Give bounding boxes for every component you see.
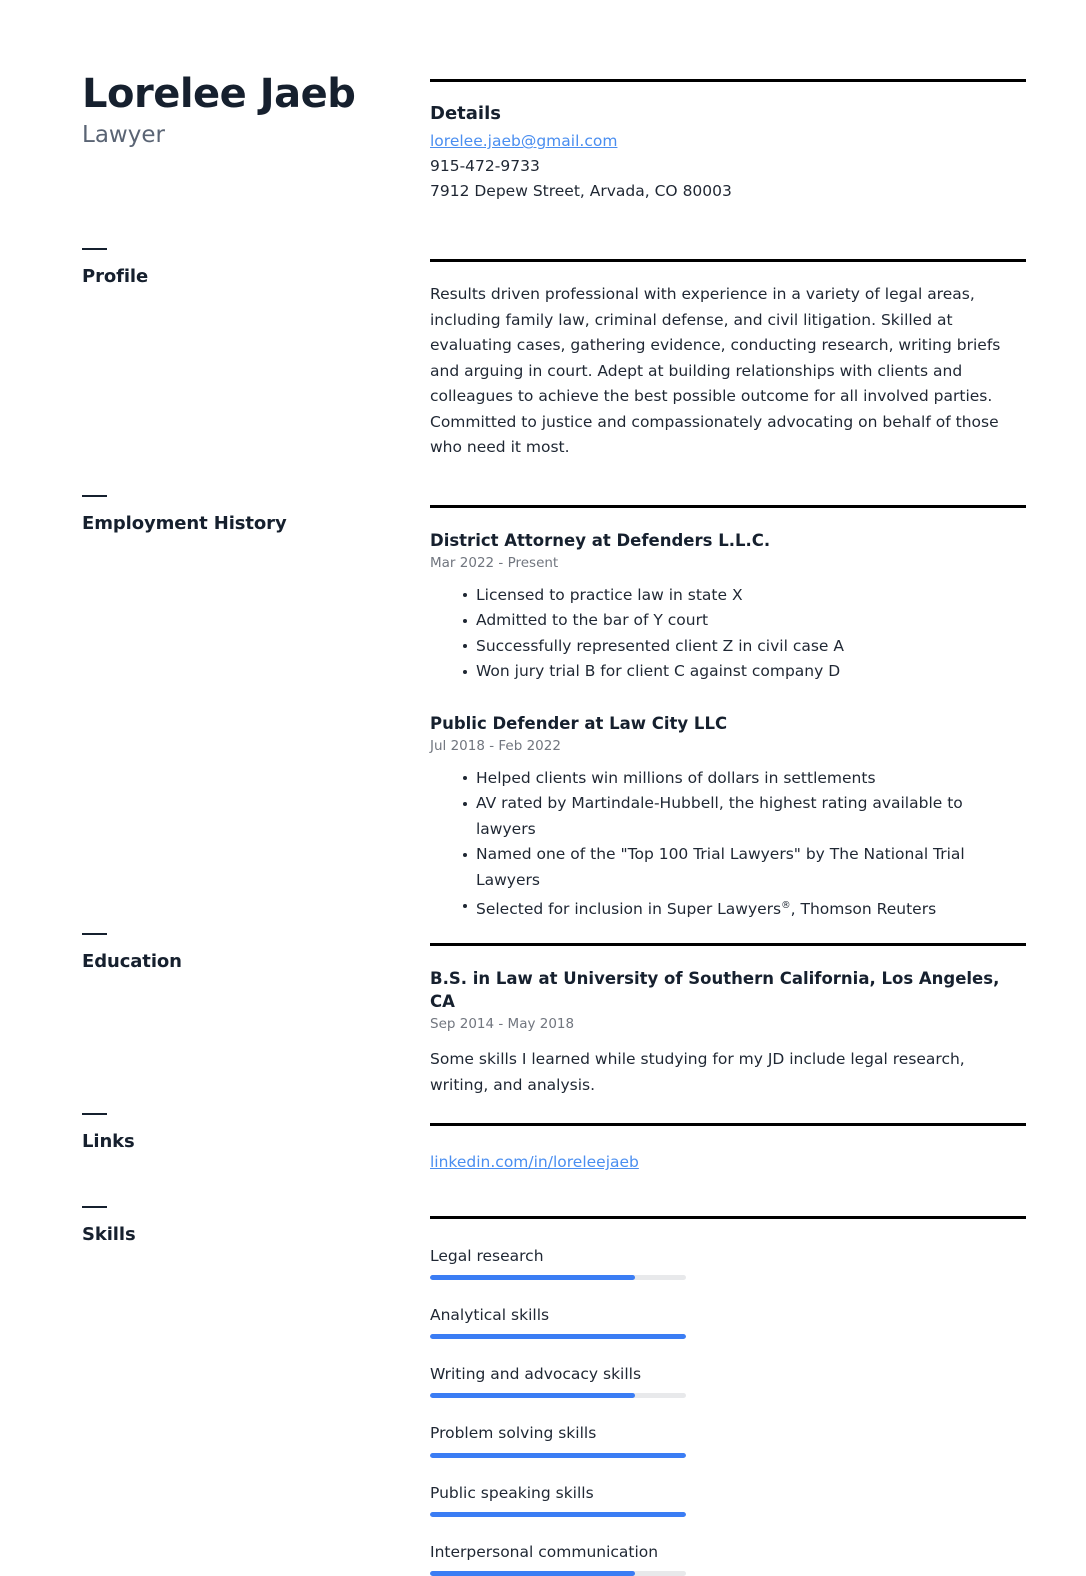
employment-date-range: Mar 2022 - Present	[430, 555, 559, 572]
skill-level-fill	[430, 1453, 686, 1458]
skill-name: Analytical skills	[430, 1306, 550, 1325]
details-email-row	[430, 129, 1026, 154]
education-block	[430, 943, 1026, 1098]
employment-date-range: Jul 2018 - Feb 2022	[430, 738, 561, 755]
list-item: Admitted to the bar of Y court	[464, 608, 1026, 634]
education-entry	[430, 967, 1026, 1098]
skill-row	[430, 1423, 686, 1457]
employment-job-title: District Attorney at Defenders L.L.C.	[430, 531, 771, 550]
page-title: Lorelee Jaeb	[82, 71, 356, 117]
education-description: Some skills I learned while studying for my JD include legal research, writing, and analysis.	[430, 1050, 965, 1094]
skill-name: Writing and advocacy skills	[430, 1365, 642, 1384]
label-dash-icon	[82, 1113, 107, 1115]
details-phone: 915-472-9733	[430, 157, 540, 176]
section-label-text: Skills	[82, 1224, 136, 1245]
employment-entry	[430, 529, 1026, 685]
registered-trademark-icon: ®	[781, 900, 791, 912]
skill-name: Legal research	[430, 1247, 544, 1265]
skill-row	[430, 1246, 686, 1280]
details-block	[430, 79, 1026, 204]
section-label-text: Employment History	[82, 513, 287, 534]
linkedin-link[interactable]: linkedin.com/in/loreleejaeb	[430, 1153, 639, 1171]
profile-block	[430, 259, 1026, 461]
skill-level-track	[430, 1334, 686, 1339]
section-label-links	[82, 1113, 382, 1154]
skill-row	[430, 1364, 686, 1398]
list-item: Successfully represented client Z in civil case A	[464, 634, 1026, 660]
employment-bullet-list	[430, 583, 1026, 685]
profile-text: Results driven professional with experience in a variety of legal areas, including family law, criminal defense, and civil litigation. Skilled at evaluating cases, gathering evidence, conducting research, writing briefs and arguing in court. Adept at building relationships with clients and colleagues to achieve the best possible outcome for all involved parties. Committed to justice and compassionately advocating on behalf of those who need it most.	[430, 285, 1001, 456]
section-label-text: Education	[82, 951, 182, 972]
skill-name: Problem solving skills	[430, 1424, 597, 1443]
skill-level-track	[430, 1393, 686, 1398]
section-label-education	[82, 933, 382, 974]
label-dash-icon	[82, 495, 107, 497]
skills-block	[430, 1216, 1026, 1576]
list-item	[464, 893, 1026, 923]
skill-level-track	[430, 1275, 686, 1280]
skill-name: Interpersonal communication	[430, 1542, 659, 1561]
employment-job-title: Public Defender at Law City LLC	[430, 713, 728, 733]
employment-bullet-list	[430, 766, 1026, 923]
list-item: AV rated by Martindale-Hubbell, the highest rating available to lawyers	[464, 791, 1026, 842]
skill-row	[430, 1483, 686, 1517]
skill-level-fill	[430, 1571, 635, 1576]
skill-level-fill	[430, 1393, 635, 1398]
education-degree-title: B.S. in Law at University of Southern California, Los Angeles, CA	[430, 969, 1000, 1012]
label-dash-icon	[82, 933, 107, 935]
skill-row	[430, 1305, 686, 1339]
list-item-text-prefix: Selected for inclusion in Super Lawyers	[476, 900, 782, 919]
section-label-skills	[82, 1206, 382, 1247]
list-item-text-suffix: , Thomson Reuters	[790, 900, 937, 919]
label-dash-icon	[82, 1206, 107, 1208]
education-date-range: Sep 2014 - May 2018	[430, 1016, 575, 1033]
links-row	[430, 1150, 1026, 1175]
skill-level-track	[430, 1512, 686, 1517]
skill-level-fill	[430, 1275, 635, 1280]
section-label-employment	[82, 495, 382, 536]
details-heading: Details	[430, 103, 501, 124]
details-address: 7912 Depew Street, Arvada, CO 80003	[430, 182, 732, 201]
list-item: Licensed to practice law in state X	[464, 583, 1026, 609]
skill-level-fill	[430, 1512, 686, 1517]
employment-block	[430, 505, 1026, 923]
skill-row	[430, 1542, 686, 1576]
section-label-text: Profile	[82, 266, 149, 287]
header-block	[82, 72, 355, 150]
skills-list	[430, 1246, 1026, 1576]
section-label-text: Links	[82, 1131, 135, 1152]
links-block	[430, 1123, 1026, 1175]
list-item: Helped clients win millions of dollars in settlements	[464, 766, 1026, 792]
skill-level-track	[430, 1571, 686, 1576]
email-link[interactable]: lorelee.jaeb@gmail.com	[430, 132, 618, 151]
section-label-profile	[82, 248, 382, 289]
list-item: Named one of the "Top 100 Trial Lawyers" by The National Trial Lawyers	[464, 842, 1026, 893]
skill-name: Public speaking skills	[430, 1483, 594, 1502]
skill-level-track	[430, 1453, 686, 1458]
label-dash-icon	[82, 248, 107, 250]
skill-level-fill	[430, 1334, 686, 1339]
employment-entry	[430, 712, 1026, 923]
job-title: Lawyer	[82, 122, 165, 148]
list-item: Won jury trial B for client C against company D	[464, 659, 1026, 685]
